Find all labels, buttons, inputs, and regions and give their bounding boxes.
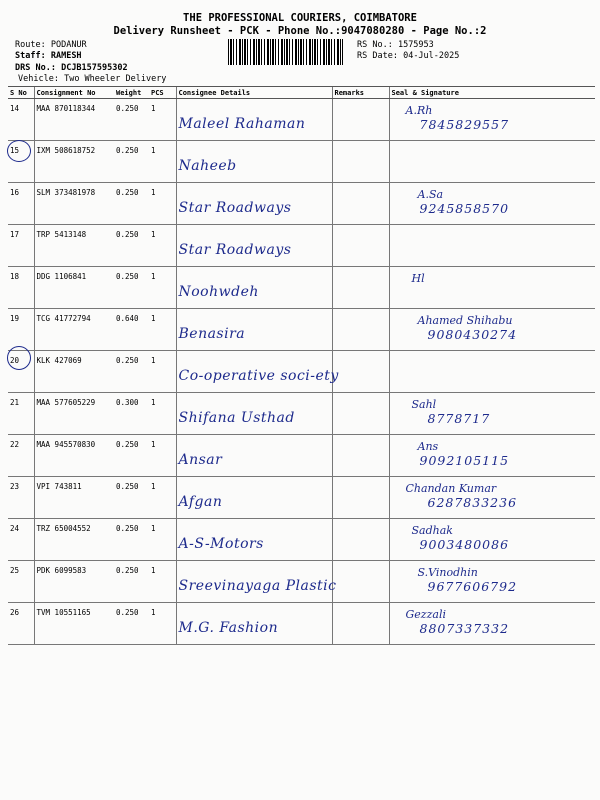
row-consignment-no: SLM 373481978 xyxy=(34,183,114,225)
row-pcs: 1 xyxy=(149,99,176,141)
row-remarks xyxy=(332,267,389,309)
row-remarks xyxy=(332,477,389,519)
drs-line xyxy=(15,63,128,73)
signature-handwriting: Ahamed Shihabu xyxy=(417,314,513,327)
row-sno: 24 xyxy=(8,519,34,561)
row-weight: 0.250 xyxy=(114,351,149,393)
consignee-handwriting: A-S-Motors xyxy=(178,536,264,552)
barcode xyxy=(228,39,343,65)
row-sno: 23 xyxy=(8,477,34,519)
row-pcs: 1 xyxy=(149,393,176,435)
row-weight: 0.250 xyxy=(114,225,149,267)
row-sno: 20 xyxy=(8,351,34,393)
consignee-handwriting: Noohwdeh xyxy=(178,284,259,300)
row-consignee xyxy=(176,141,332,183)
row-consignee xyxy=(176,561,337,603)
row-seal-signature xyxy=(389,477,595,519)
row-consignee xyxy=(176,435,332,477)
consignee-handwriting: Afgan xyxy=(178,494,223,510)
phone-handwriting: 9677606792 xyxy=(427,579,518,594)
table-row xyxy=(8,309,595,351)
row-remarks xyxy=(332,183,389,225)
row-weight: 0.250 xyxy=(114,141,149,183)
row-consignee xyxy=(176,477,332,519)
signature-handwriting: Ans xyxy=(417,440,439,453)
row-consignment-no: TRP 5413148 xyxy=(34,225,114,267)
drs-label: DRS No.: xyxy=(15,63,56,73)
row-pcs: 1 xyxy=(149,141,176,183)
row-remarks xyxy=(332,561,389,603)
row-remarks xyxy=(332,393,389,435)
row-sno: 22 xyxy=(8,435,34,477)
route-label: Route: xyxy=(15,40,46,50)
row-weight: 0.250 xyxy=(114,477,149,519)
company-title: THE PROFESSIONAL COURIERS, COIMBATORE xyxy=(183,12,417,24)
row-weight: 0.250 xyxy=(114,435,149,477)
row-pcs: 1 xyxy=(149,183,176,225)
signature-handwriting: Chandan Kumar xyxy=(405,482,497,495)
table-row xyxy=(8,183,595,225)
vehicle-line xyxy=(18,74,166,84)
row-consignee xyxy=(176,183,332,225)
phone-handwriting: 9080430274 xyxy=(427,327,518,342)
table-row xyxy=(8,519,595,561)
col-weight: Weight xyxy=(114,87,149,99)
phone-handwriting: 9003480086 xyxy=(419,537,510,552)
consignee-handwriting: M.G. Fashion xyxy=(178,620,279,636)
rs-date-line xyxy=(357,51,459,61)
row-sno: 16 xyxy=(8,183,34,225)
col-pcs: PCS xyxy=(149,87,176,99)
row-pcs: 1 xyxy=(149,477,176,519)
row-pcs: 1 xyxy=(149,225,176,267)
row-consignment-no: PDK 6099583 xyxy=(34,561,114,603)
row-seal-signature xyxy=(389,99,595,141)
phone-handwriting: 9245858570 xyxy=(419,201,510,216)
row-sno: 14 xyxy=(8,99,34,141)
row-pcs: 1 xyxy=(149,351,176,393)
row-sno: 15 xyxy=(8,141,34,183)
vehicle-label: Vehicle: xyxy=(18,74,59,84)
phone-handwriting: 8778717 xyxy=(427,411,491,426)
row-weight: 0.250 xyxy=(114,183,149,225)
row-weight: 0.300 xyxy=(114,393,149,435)
row-remarks xyxy=(332,351,389,393)
row-15-circle-mark xyxy=(7,140,31,162)
staff-line xyxy=(15,51,82,61)
row-20-circle-mark xyxy=(7,346,31,370)
table-row xyxy=(8,603,595,645)
row-seal-signature xyxy=(389,309,595,351)
row-seal-signature xyxy=(389,435,595,477)
table-row xyxy=(8,225,595,267)
row-seal-signature xyxy=(389,351,595,393)
row-consignee xyxy=(176,393,332,435)
row-seal-signature xyxy=(389,225,595,267)
consignee-handwriting: Naheeb xyxy=(178,158,237,174)
signature-handwriting: A.Rh xyxy=(405,104,433,117)
signature-handwriting: Sahl xyxy=(411,398,437,411)
signature-handwriting: Sadhak xyxy=(411,524,453,537)
table-header-row xyxy=(8,87,595,99)
row-weight: 0.250 xyxy=(114,603,149,645)
row-consignment-no: IXM 508618752 xyxy=(34,141,114,183)
route-line xyxy=(15,40,87,50)
table-row xyxy=(8,393,595,435)
signature-handwriting: A.Sa xyxy=(417,188,444,201)
consignee-handwriting: Maleel Rahaman xyxy=(178,116,306,132)
rs-date-label: RS Date: xyxy=(357,51,398,61)
staff-label: Staff: xyxy=(15,51,46,61)
row-sno: 25 xyxy=(8,561,34,603)
row-remarks xyxy=(332,141,389,183)
row-consignee xyxy=(176,309,332,351)
row-consignment-no: MAA 870118344 xyxy=(34,99,114,141)
row-consignment-no: DDG 1106841 xyxy=(34,267,114,309)
row-pcs: 1 xyxy=(149,309,176,351)
row-seal-signature xyxy=(389,393,595,435)
rs-no-line xyxy=(357,40,434,50)
row-seal-signature xyxy=(389,183,595,225)
col-seal: Seal & Signature xyxy=(389,87,595,99)
consignee-handwriting: Ansar xyxy=(178,452,223,468)
row-pcs: 1 xyxy=(149,561,176,603)
row-seal-signature xyxy=(389,561,595,603)
row-remarks xyxy=(332,99,389,141)
row-sno: 19 xyxy=(8,309,34,351)
vehicle-value: Two Wheeler Delivery xyxy=(64,74,167,84)
table-row xyxy=(8,267,595,309)
consignee-handwriting: Sreevinayaga Plastic xyxy=(178,578,337,594)
row-weight: 0.250 xyxy=(114,519,149,561)
signature-handwriting: Hl xyxy=(411,272,425,285)
row-remarks xyxy=(332,309,389,351)
row-sno: 21 xyxy=(8,393,34,435)
row-consignee xyxy=(176,351,339,393)
col-consignee: Consignee Details xyxy=(176,87,332,99)
row-pcs: 1 xyxy=(149,519,176,561)
row-remarks xyxy=(332,225,389,267)
row-pcs: 1 xyxy=(149,435,176,477)
drs-value: DCJB157595302 xyxy=(61,63,128,73)
row-weight: 0.640 xyxy=(114,309,149,351)
col-remarks: Remarks xyxy=(332,87,389,99)
row-remarks xyxy=(332,519,389,561)
row-consignment-no: VPI 743811 xyxy=(34,477,114,519)
signature-handwriting: S.Vinodhin xyxy=(417,566,478,579)
row-consignment-no: MAA 577605229 xyxy=(34,393,114,435)
table-row xyxy=(8,435,595,477)
runsheet-subtitle: Delivery Runsheet - PCK - Phone No.:9047080280 - Page No.:2 xyxy=(113,25,487,37)
table-row xyxy=(8,561,595,603)
runsheet-table xyxy=(8,86,595,645)
row-remarks xyxy=(332,435,389,477)
row-consignment-no: KLK 427069 xyxy=(34,351,114,393)
row-weight: 0.250 xyxy=(114,99,149,141)
consignee-handwriting: Star Roadways xyxy=(178,242,292,258)
row-pcs: 1 xyxy=(149,267,176,309)
row-sno: 17 xyxy=(8,225,34,267)
phone-handwriting: 9092105115 xyxy=(419,453,510,468)
phone-handwriting: 6287833236 xyxy=(427,495,518,510)
row-consignee xyxy=(176,267,332,309)
row-consignee xyxy=(176,603,332,645)
row-seal-signature xyxy=(389,519,595,561)
staff-value: RAMESH xyxy=(50,51,82,61)
route-value: PODANUR xyxy=(50,40,87,50)
row-consignment-no: TRZ 65004552 xyxy=(34,519,114,561)
consignee-handwriting: Benasira xyxy=(178,326,246,342)
row-weight: 0.250 xyxy=(114,267,149,309)
row-consignment-no: MAA 945570830 xyxy=(34,435,114,477)
rs-date-value: 04-Jul-2025 xyxy=(403,51,460,61)
row-sno: 26 xyxy=(8,603,34,645)
phone-handwriting: 7845829557 xyxy=(419,117,510,132)
rs-no-value: 1575953 xyxy=(397,40,434,50)
row-weight: 0.250 xyxy=(114,561,149,603)
row-pcs: 1 xyxy=(149,603,176,645)
consignee-handwriting: Shifana Usthad xyxy=(178,410,295,426)
rs-no-label: RS No.: xyxy=(357,40,393,50)
row-sno: 18 xyxy=(8,267,34,309)
signature-handwriting: Gezzali xyxy=(405,608,446,621)
row-remarks xyxy=(332,603,389,645)
table-row xyxy=(8,477,595,519)
consignee-handwriting: Star Roadways xyxy=(178,200,292,216)
row-seal-signature xyxy=(389,603,595,645)
table-row xyxy=(8,99,595,141)
col-consignment: Consignment No xyxy=(34,87,114,99)
row-seal-signature xyxy=(389,267,595,309)
row-consignee xyxy=(176,519,332,561)
phone-handwriting: 8807337332 xyxy=(419,621,510,636)
row-consignment-no: TCG 41772794 xyxy=(34,309,114,351)
consignee-handwriting: Co-operative soci-ety xyxy=(178,368,339,384)
table-row xyxy=(8,141,595,183)
row-consignee xyxy=(176,99,332,141)
row-consignment-no: TVM 10551165 xyxy=(34,603,114,645)
col-sno: S No xyxy=(8,87,34,99)
table-row xyxy=(8,351,595,393)
row-consignee xyxy=(176,225,332,267)
row-seal-signature xyxy=(389,141,595,183)
